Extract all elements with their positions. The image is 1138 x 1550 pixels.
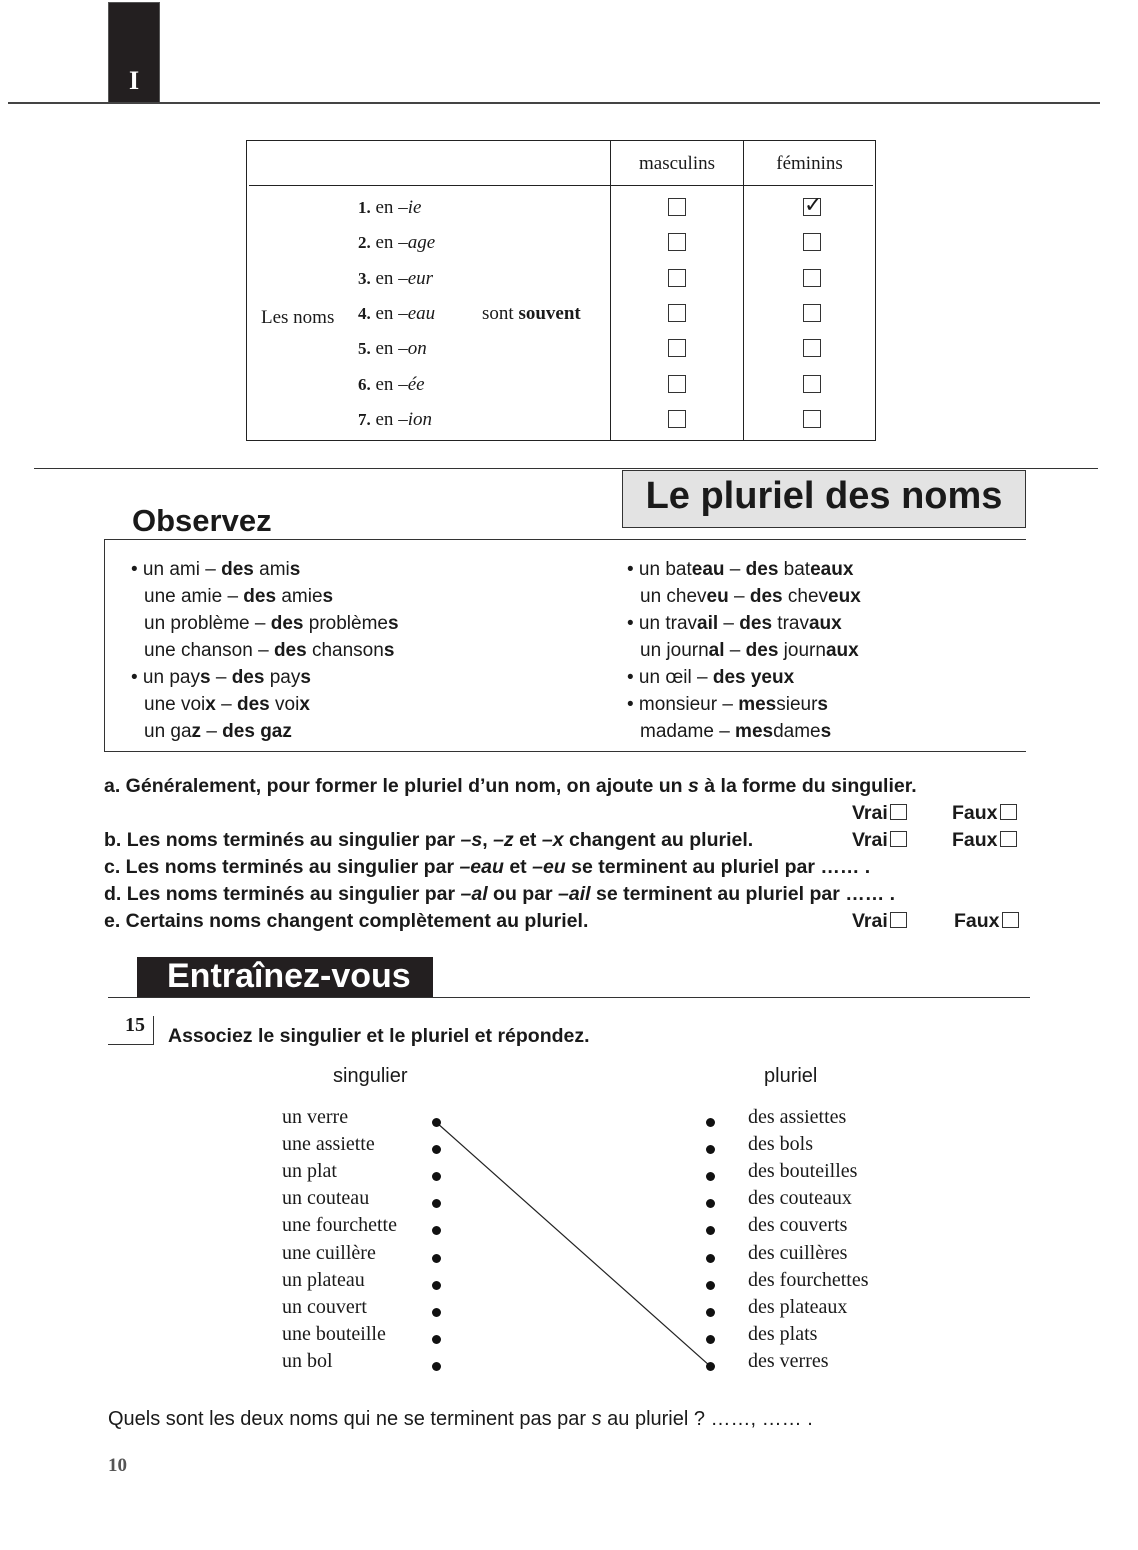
question-e-vrai[interactable]: Vrai: [852, 910, 907, 933]
row-prefix: en: [370, 302, 399, 324]
chapter-number: I: [128, 66, 140, 95]
singular-dot[interactable]: [432, 1335, 441, 1344]
row-number: 4.: [358, 303, 371, 323]
singular-item: un verre: [282, 1106, 349, 1128]
observez-right-line: • un bateau – des bateaux: [627, 559, 854, 580]
singular-item: une assiette: [282, 1133, 375, 1156]
observez-left-line: • un ami – des amis: [131, 559, 301, 580]
row-prefix: en: [370, 267, 399, 289]
singular-item: une fourchette: [282, 1214, 397, 1237]
row-number: 3.: [358, 268, 371, 288]
singular-item: une bouteille: [282, 1322, 386, 1345]
row-number: 1.: [358, 198, 371, 217]
plural-item: des couteaux: [748, 1187, 852, 1210]
middle-label-bold: souvent: [518, 303, 581, 324]
plural-header: pluriel: [764, 1065, 818, 1087]
singular-item: un couteau: [282, 1187, 370, 1210]
row-ending: –on: [398, 338, 427, 360]
section-title: Le pluriel des noms: [645, 475, 1003, 517]
row-number: 2.: [358, 233, 371, 253]
singular-item: un plat: [282, 1160, 337, 1183]
question-a-faux[interactable]: Faux: [952, 802, 1017, 825]
singular-item: un bol: [282, 1349, 333, 1372]
plural-item: des bols: [748, 1133, 813, 1156]
plural-dot[interactable]: [706, 1254, 715, 1263]
question-e: e. Certains noms changent complètement au pluriel.: [104, 910, 589, 932]
plural-dot[interactable]: [706, 1281, 715, 1290]
observez-right-line: madame – mesdames: [640, 721, 832, 742]
header-masculins: masculins: [639, 153, 715, 174]
singular-dot[interactable]: [432, 1281, 441, 1290]
observez-right-line: • un œil – des yeux: [627, 667, 795, 688]
plural-item: des plateaux: [748, 1295, 848, 1318]
row-ending: –ée: [398, 373, 425, 395]
question-c: c. Les noms terminés au singulier par –eau et –eu se terminent au pluriel par …… .: [104, 856, 871, 878]
row-prefix: en: [370, 338, 399, 360]
observez-right-line: • un travail – des travaux: [627, 613, 842, 634]
singular-dot[interactable]: [432, 1118, 441, 1127]
question-d: d. Les noms terminés au singulier par –al ou par –ail se terminent au pluriel par …… .: [104, 883, 896, 905]
plural-item: des couverts: [748, 1214, 848, 1237]
page-number: 10: [108, 1455, 127, 1476]
observez-left-line: un gaz – des gaz: [144, 721, 292, 742]
row-prefix: en: [370, 197, 399, 218]
check-icon: ✓: [804, 192, 823, 217]
question-e-faux[interactable]: Faux: [954, 910, 1019, 933]
observez-left-line: une voix – des voix: [144, 694, 310, 715]
plural-item: des bouteilles: [748, 1160, 858, 1183]
row-prefix: en: [370, 232, 399, 254]
observez-right-line: un cheveu – des cheveux: [640, 586, 861, 607]
question-b-vrai[interactable]: Vrai: [852, 829, 907, 852]
example-match-line: [437, 1123, 711, 1367]
observez-right-line: un journal – des journaux: [640, 640, 859, 661]
plural-dot[interactable]: [706, 1118, 715, 1127]
header-feminins: féminins: [776, 153, 843, 174]
singular-dot[interactable]: [432, 1308, 441, 1317]
question-a: a. Généralement, pour former le pluriel d’un nom, on ajoute un s à la forme du singulier.: [104, 775, 917, 797]
singular-item: une cuillère: [282, 1241, 376, 1264]
row-ending: –ie: [398, 197, 422, 218]
observez-right-line: • monsieur – messieurs: [627, 694, 828, 715]
plural-item: des plats: [748, 1322, 818, 1345]
observez-left-line: • un pays – des pays: [131, 667, 311, 688]
observez-title: Observez: [132, 503, 272, 538]
row-number: 7.: [358, 409, 371, 429]
exercise-instruction: Associez le singulier et le pluriel et répondez.: [168, 1025, 590, 1047]
middle-label-prefix: sont: [482, 303, 514, 324]
row-number: 5.: [358, 339, 371, 359]
final-question: Quels sont les deux noms qui ne se terminent pas par s au pluriel ? ……, …… .: [108, 1408, 813, 1430]
left-label: Les noms: [261, 307, 335, 328]
singular-dot[interactable]: [432, 1254, 441, 1263]
observez-left-line: une amie – des amies: [144, 586, 334, 607]
question-b: b. Les noms terminés au singulier par –s, –z et –x changent au pluriel.: [104, 829, 754, 851]
singular-dot[interactable]: [432, 1362, 441, 1371]
row-ending: –eau: [398, 302, 436, 324]
plural-item: des cuillères: [748, 1241, 848, 1264]
row-prefix: en: [370, 373, 399, 395]
plural-dot[interactable]: [706, 1362, 715, 1371]
observez-left-line: une chanson – des chansons: [144, 640, 395, 661]
plural-dot[interactable]: [706, 1335, 715, 1344]
row-ending: –ion: [398, 408, 432, 430]
singular-item: un couvert: [282, 1295, 367, 1318]
singular-header: singulier: [333, 1065, 408, 1087]
plural-item: des assiettes: [748, 1106, 847, 1128]
row-number: 6.: [358, 374, 371, 394]
plural-item: des fourchettes: [748, 1268, 869, 1291]
plural-item: des verres: [748, 1349, 829, 1372]
plural-dot[interactable]: [706, 1308, 715, 1317]
row-ending: –eur: [398, 267, 434, 289]
observez-left-line: un problème – des problèmes: [144, 613, 399, 634]
exercise-section-title: Entraînez-vous: [167, 957, 411, 995]
question-b-faux[interactable]: Faux: [952, 829, 1017, 852]
exercise-number: 15: [125, 1014, 145, 1036]
row-prefix: en: [370, 408, 399, 430]
row-ending: –age: [398, 232, 436, 254]
singular-item: un plateau: [282, 1268, 365, 1291]
question-a-vrai[interactable]: Vrai: [852, 802, 907, 825]
